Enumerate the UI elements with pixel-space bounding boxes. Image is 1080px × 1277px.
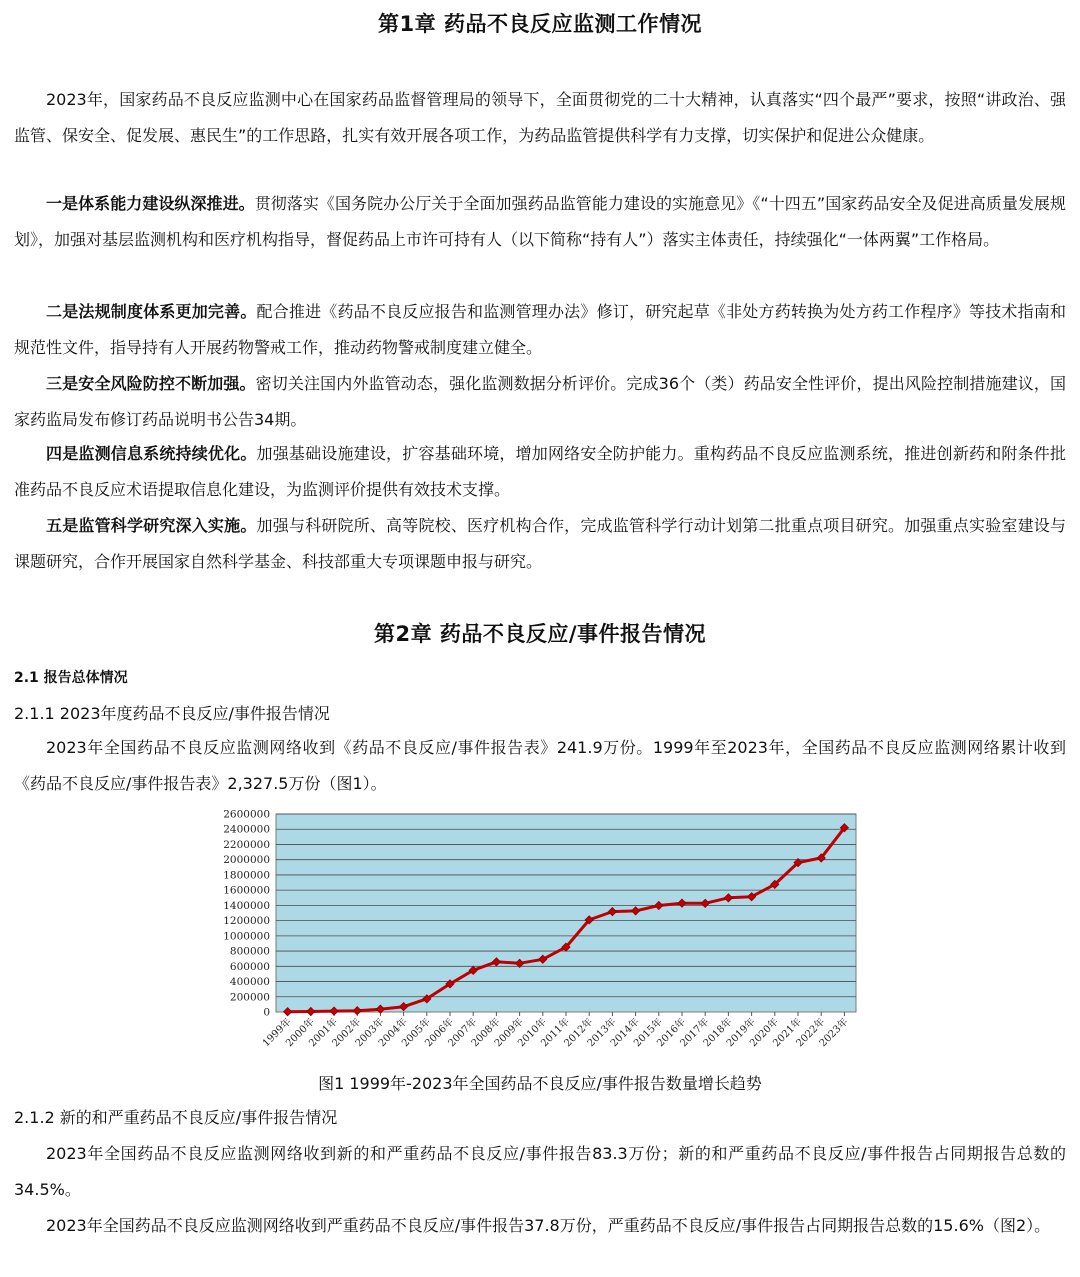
x-tick-label: 2010年 — [516, 1016, 549, 1050]
x-tick-label: 2019年 — [724, 1016, 758, 1050]
y-tick-label: 1000000 — [223, 930, 270, 943]
point-text: 配合推进《药品不良反应报告和监测管理办法》修订，研究起草《非处方药转换为处方药工作程序》等技术指南和规范性文件，指导持有人开展药物警戒工作，推动药物警戒制度建立健全。 — [14, 302, 1066, 357]
plot-area — [276, 814, 856, 1012]
x-tick-label: 2014年 — [608, 1016, 642, 1050]
x-axis-ticks — [259, 1012, 850, 1049]
chapter1-intro: 2023年，国家药品不良反应监测中心在国家药品监督管理局的领导下，全面贯彻党的二十大精神，认真落实“四个最严”要求，按照“讲政治、强监管、保安全、促发展、惠民生”的工作思路，扎实有效开展各项工作，为药品监管提供科学有力支撑，切实保护和促进公众健康。 — [14, 90, 1066, 145]
chapter1-title: 第1章 药品不良反应监测工作情况 — [378, 12, 702, 36]
x-tick-label: 2007年 — [446, 1016, 480, 1050]
x-tick-label: 2020年 — [748, 1016, 781, 1050]
y-tick-label: 2000000 — [223, 854, 270, 867]
point-text: 加强基础设施建设，扩容基础环境，增加网络安全防护能力。重构药品不良反应监测系统，推进创新药和附条件批准药品不良反应术语提取信息化建设，为监测评价提供有效技术支撑。 — [14, 444, 1066, 499]
y-tick-label: 600000 — [229, 960, 270, 973]
y-tick-label: 1200000 — [223, 915, 270, 928]
figure-caption: 图1 1999年-2023年全国药品不良反应/事件报告数量增长趋势 — [318, 1074, 762, 1093]
y-tick-label: 1400000 — [223, 899, 270, 912]
x-tick-label: 2015年 — [632, 1016, 665, 1050]
subsection-1-text: 2023年全国药品不良反应监测网络收到《药品不良反应/事件报告表》241.9万份。1999年至2023年，全国药品不良反应监测网络累计收到《药品不良反应/事件报告表》2,327.5万份（图1）。 — [14, 738, 1066, 793]
x-tick-label: 2009年 — [492, 1016, 526, 1050]
y-tick-label: 2200000 — [223, 838, 270, 851]
y-tick-label: 800000 — [229, 945, 270, 958]
x-tick-label: 2004年 — [376, 1016, 410, 1050]
point-lead: 四是监测信息系统持续优化。 — [46, 444, 257, 463]
y-tick-label: 2400000 — [223, 823, 270, 836]
x-tick-label: 2022年 — [794, 1016, 828, 1050]
chapter1-point-1 — [14, 186, 1066, 258]
x-tick-label: 2016年 — [655, 1016, 689, 1050]
x-tick-label: 2012年 — [562, 1016, 596, 1050]
x-tick-label: 2008年 — [469, 1016, 503, 1050]
x-tick-label: 1999年 — [260, 1016, 294, 1050]
subsection-2-text-1: 2023年全国药品不良反应监测网络收到新的和严重药品不良反应/事件报告83.3万份；新的和严重药品不良反应/事件报告占同期报告总数的34.5%。 — [14, 1144, 1066, 1199]
x-tick-label: 2002年 — [330, 1016, 364, 1050]
subsection-heading-1: 2.1.1 2023年度药品不良反应/事件报告情况 — [14, 704, 330, 723]
y-tick-label: 0 — [263, 1006, 270, 1019]
y-axis-ticks — [223, 809, 270, 1019]
subsection-2-text-2: 2023年全国药品不良反应监测网络收到严重药品不良反应/事件报告37.8万份，严重药品不良反应/事件报告占同期报告总数的15.6%（图2）。 — [46, 1216, 1051, 1235]
report-count-line-chart — [210, 806, 870, 1066]
x-tick-label: 2006年 — [423, 1016, 457, 1050]
x-tick-label: 2011年 — [539, 1016, 573, 1050]
point-lead: 五是监管科学研究深入实施。 — [46, 516, 257, 535]
y-tick-label: 2600000 — [223, 808, 270, 821]
y-tick-label: 1600000 — [223, 884, 270, 897]
x-tick-label: 2021年 — [771, 1016, 805, 1050]
x-tick-label: 2017年 — [678, 1016, 712, 1050]
point-lead: 二是法规制度体系更加完善。 — [46, 302, 257, 321]
point-text: 加强与科研院所、高等院校、医疗机构合作，完成监管科学行动计划第二批重点项目研究。加强重点实验室建设与课题研究，合作开展国家自然科学基金、科技部重大专项课题申报与研究。 — [14, 516, 1066, 571]
section-heading: 2.1 报告总体情况 — [14, 670, 128, 686]
chapter1-point-3 — [14, 366, 1066, 438]
y-tick-label: 400000 — [229, 976, 270, 989]
x-tick-label: 2005年 — [400, 1016, 433, 1050]
y-tick-label: 1800000 — [223, 869, 270, 882]
chapter1-point-2 — [14, 294, 1066, 366]
x-tick-label: 2018年 — [701, 1016, 735, 1050]
x-tick-label: 2000年 — [284, 1016, 317, 1050]
subsection-heading-2: 2.1.2 新的和严重药品不良反应/事件报告情况 — [14, 1108, 338, 1127]
x-tick-label: 2001年 — [307, 1016, 341, 1050]
point-text: 贯彻落实《国务院办公厅关于全面加强药品监管能力建设的实施意见》《“十四五”国家药品安全及促进高质量发展规划》，加强对基层监测机构和医疗机构指导，督促药品上市许可持有人（以下简称“持有人”）落实主体责任，持续强化“一体两翼”工作格局。 — [14, 194, 1066, 249]
y-tick-label: 200000 — [229, 991, 270, 1004]
x-tick-label: 2003年 — [353, 1016, 387, 1050]
point-lead: 三是安全风险防控不断加强。 — [46, 374, 256, 393]
point-text: 密切关注国内外监管动态，强化监测数据分析评价。完成36个（类）药品安全性评价，提出风险控制措施建议，国家药监局发布修订药品说明书公告34期。 — [14, 374, 1066, 429]
chapter1-point-5 — [14, 508, 1066, 580]
chapter2-title: 第2章 药品不良反应/事件报告情况 — [373, 622, 707, 646]
x-tick-label: 2013年 — [585, 1016, 619, 1050]
point-lead: 一是体系能力建设纵深推进。 — [46, 194, 255, 213]
x-tick-label: 2023年 — [817, 1016, 851, 1050]
chapter1-point-4 — [14, 436, 1066, 508]
